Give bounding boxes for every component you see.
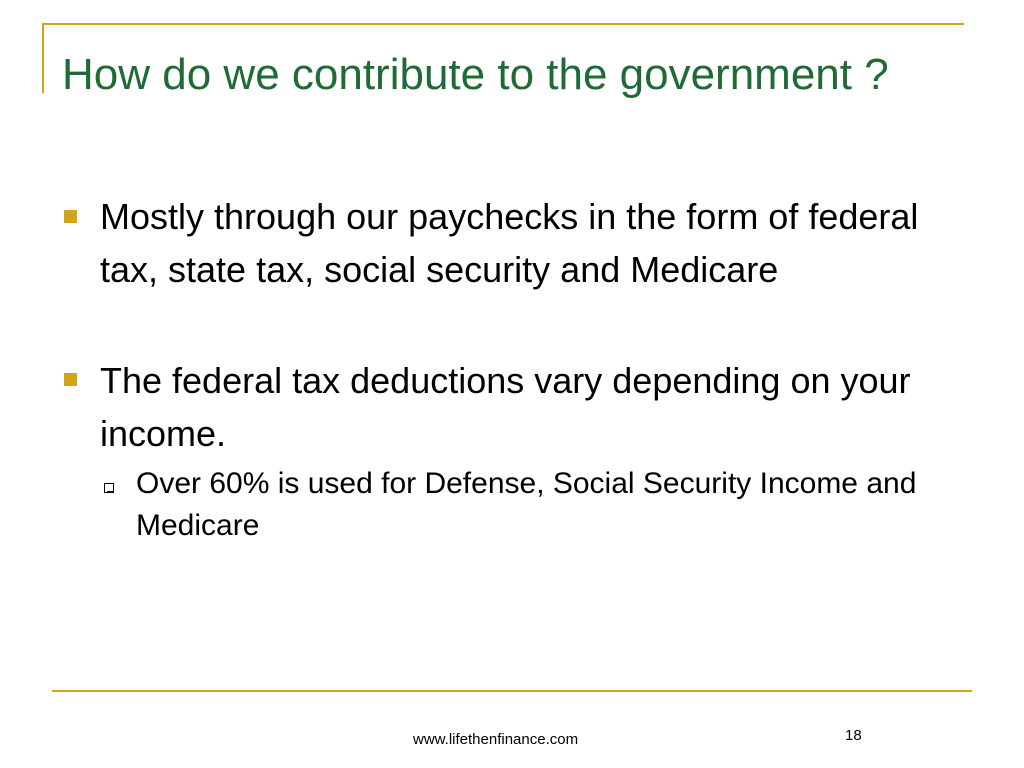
- sub-bullet-budget-use: Over 60% is used for Defense, Social Security Income and Medicare: [136, 467, 917, 542]
- slide-title: How do we contribute to the government ?: [62, 50, 889, 99]
- bullet-paychecks: Mostly through our paychecks in the form of federal tax, state tax, social security and Medicare: [100, 196, 919, 290]
- hollow-square-sub-bullet-icon: [104, 483, 114, 493]
- bullet-federal-tax-deductions: The federal tax deductions vary depending on your income.: [100, 360, 911, 454]
- slide-page-number: 18: [845, 727, 862, 744]
- footer-website-url: www.lifethenfinance.com: [413, 731, 579, 748]
- footer-gold-divider: [52, 690, 972, 692]
- gold-square-bullet-icon: [64, 210, 77, 223]
- gold-square-bullet-icon: [64, 373, 77, 386]
- top-gold-border-line: [42, 23, 964, 25]
- left-gold-border-line: [42, 23, 44, 93]
